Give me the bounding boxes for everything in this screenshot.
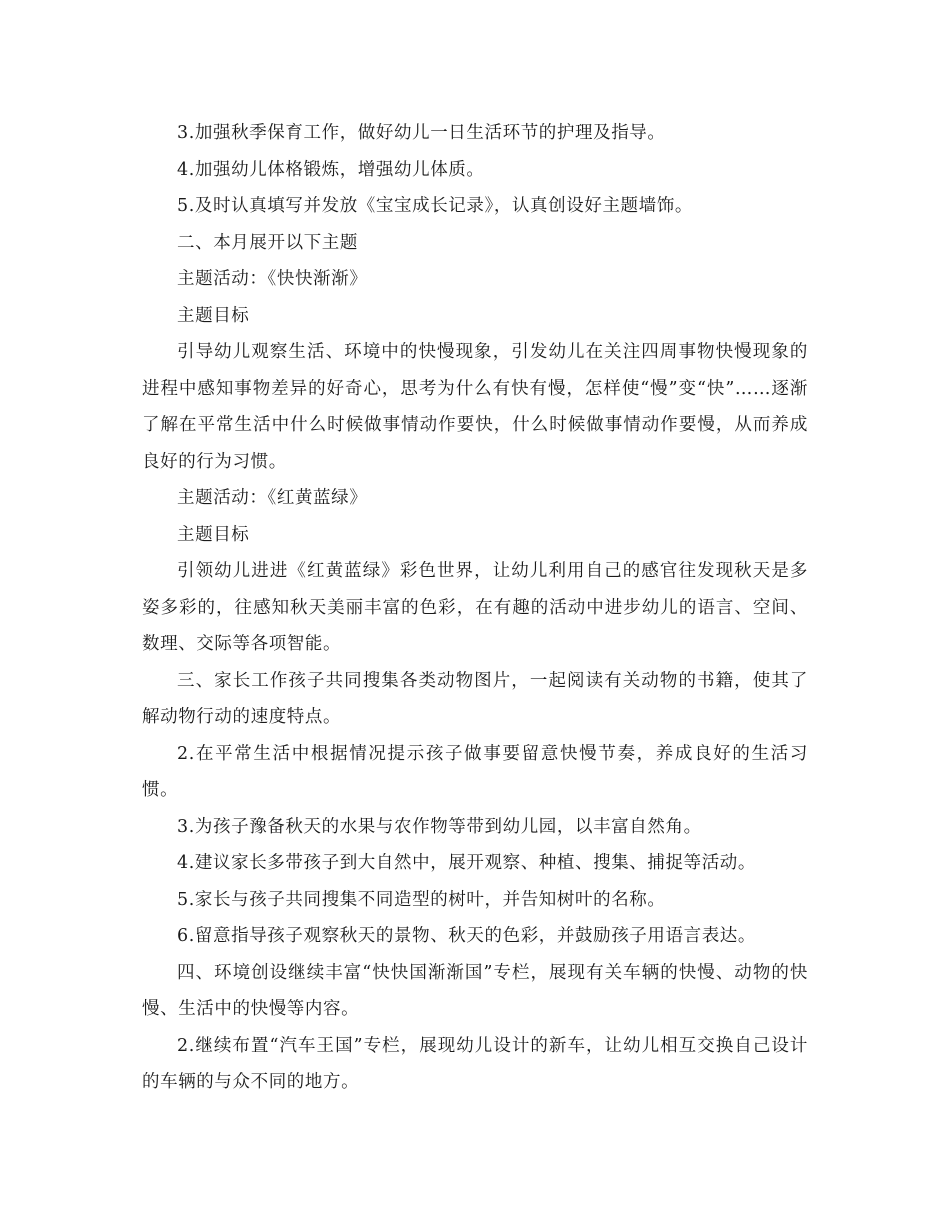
section-heading-parent-work: 三、家长工作孩子共同搜集各类动物图片，一起阅读有关动物的书籍，使其了解动物行动的速度特点。 <box>142 670 808 727</box>
theme-activity-fast-slow: 主题活动：《快快渐渐》 <box>177 269 368 289</box>
theme-goal-heading: 主题目标 <box>177 305 250 326</box>
list-item-parent-5: 5.家长与孩子共同搜集不同造型的树叶，并告知树叶的名称。 <box>177 889 666 910</box>
theme-goal-fast-slow: 引导幼儿观察生活、环境中的快慢现象，引发幼儿在关注四周事物快慢现象的进程中感知事物差异的好奇心，思考为什么有快有慢，怎样使“慢”变“快”……逐渐了解在平常生活中什么时候做事情动作要快，什么时候做事情动作要慢，从而养成良好的行为习惯。 <box>142 342 808 472</box>
document-body <box>142 115 808 1101</box>
section-heading-themes: 二、本月展开以下主题 <box>177 232 358 253</box>
paragraph-physical-exercise: 4.加强幼儿体格锻炼，增强幼儿体质。 <box>177 159 485 180</box>
list-item-parent-4: 4.建议家长多带孩子到大自然中，展开观察、种植、搜集、捕捉等活动。 <box>177 853 756 873</box>
theme-goal-heading: 主题目标 <box>177 524 250 545</box>
list-item-parent-2: 2.在平常生活中根据情况提示孩子做事要留意快慢节奏，养成良好的生活习惯。 <box>142 743 808 800</box>
paragraph-growth-record: 5.及时认真填写并发放《宝宝成长记录》，认真创设好主题墙饰。 <box>177 196 693 216</box>
section-heading-environment: 四、环境创设继续丰富“快快国渐渐国”专栏，展现有关车辆的快慢、动物的快慢、生活中的快慢等内容。 <box>142 962 808 1019</box>
theme-activity-colors: 主题活动：《红黄蓝绿》 <box>177 488 368 508</box>
list-item-parent-6: 6.留意指导孩子观察秋天的景物、秋天的色彩，并鼓励孩子用语言表达。 <box>177 926 756 946</box>
theme-goal-colors: 引领幼儿进进《红黄蓝绿》彩色世界，让幼儿利用自己的感官往发现秋天是多姿多彩的，往感知秋天美丽丰富的色彩，在有趣的活动中进步幼儿的语言、空间、数理、交际等各项智能。 <box>142 561 808 654</box>
list-item-parent-3: 3.为孩子豫备秋天的水果与农作物等带到幼儿园，以丰富自然角。 <box>177 816 702 837</box>
paragraph-care-work: 3.加强秋季保育工作，做好幼儿一日生活环节的护理及指导。 <box>177 123 666 143</box>
list-item-environment-2: 2.继续布置“汽车王国”专栏，展现幼儿设计的新车，让幼儿相互交换自己设计的车辆的与众不同的地方。 <box>142 1035 808 1092</box>
